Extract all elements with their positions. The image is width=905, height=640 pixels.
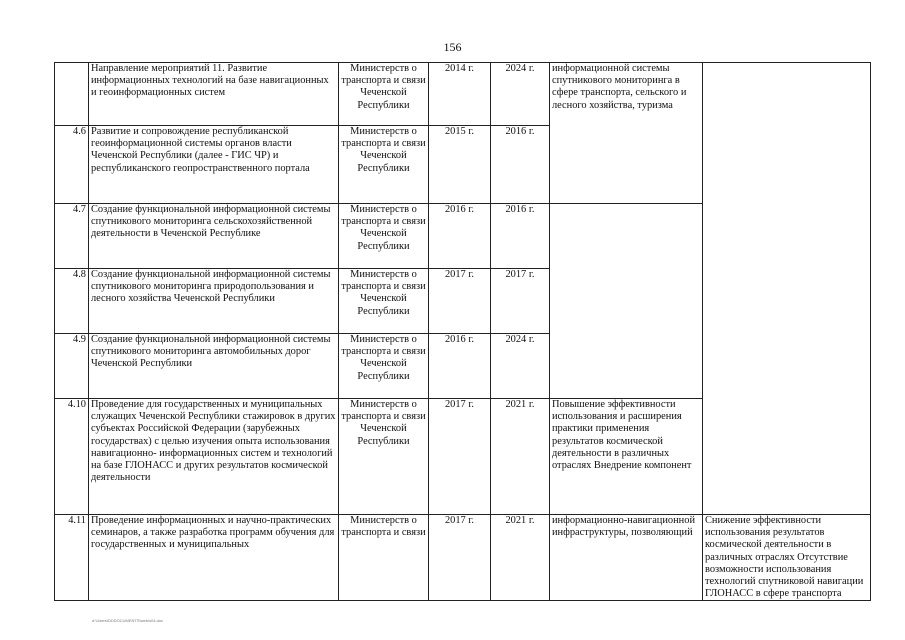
end-year: 2017 г. [491, 269, 550, 334]
row-number: 4.9 [55, 334, 89, 399]
start-year: 2015 г. [429, 126, 491, 204]
row-number [55, 63, 89, 126]
row-number: 4.10 [55, 399, 89, 515]
row-number: 4.8 [55, 269, 89, 334]
footer-file-path: d:\Users\DDDOCUMENTS\web\s04.doc [92, 618, 164, 623]
measure-title: Создание функциональной информационной системы спутникового мониторинга автомобильных дорог Чеченской Республики [89, 334, 339, 399]
risk-cell: Снижение эффективности использования результатов космической деятельности в различных отраслях Отсутствие возможности использования технологий спутниковой навигации ГЛОНАСС в сфере транспорта [703, 515, 871, 601]
start-year: 2017 г. [429, 269, 491, 334]
page-number: 156 [443, 40, 462, 54]
end-year: 2024 г. [491, 334, 550, 399]
end-year: 2016 г. [491, 204, 550, 269]
end-year: 2024 г. [491, 63, 550, 126]
responsible-executor: Министерств о транспорта и связи Чеченской Республики [339, 63, 429, 126]
expected-result: Повышение эффективности использования и расширения практики применения результатов космической деятельности в различных отраслях Внедрение компонент [550, 399, 703, 515]
responsible-executor: Министерств о транспорта и связи Чеченской Республики [339, 399, 429, 515]
responsible-executor: Министерств о транспорта и связи Чеченской Республики [339, 334, 429, 399]
table-row [55, 63, 871, 126]
measure-title: Направление мероприятий 11. Развитие информационных технологий на базе навигационных и геоинформационных систем [89, 63, 339, 126]
end-year: 2016 г. [491, 126, 550, 204]
row-number: 4.7 [55, 204, 89, 269]
responsible-executor: Министерств о транспорта и связи Чеченской Республики [339, 204, 429, 269]
expected-result [550, 204, 703, 399]
measure-title: Проведение информационных и научно-практических семинаров, а также разработка программ обучения для государственных и муниципальных [89, 515, 339, 601]
measures-table [54, 62, 871, 601]
end-year: 2021 г. [491, 399, 550, 515]
risk-cell [703, 63, 871, 515]
table-row [55, 515, 871, 601]
start-year: 2017 г. [429, 515, 491, 601]
start-year: 2017 г. [429, 399, 491, 515]
responsible-executor: Министерств о транспорта и связи Чеченской Республики [339, 126, 429, 204]
end-year: 2021 г. [491, 515, 550, 601]
expected-result: информационно-навигационной инфраструктуры, позволяющий [550, 515, 703, 601]
expected-result: информационной системы спутникового мониторинга в сфере транспорта, сельского и лесного хозяйства, туризма [550, 63, 703, 204]
responsible-executor: Министерств о транспорта и связи [339, 515, 429, 601]
row-number: 4.11 [55, 515, 89, 601]
measure-title: Создание функциональной информационной системы спутникового мониторинга сельскохозяйственной деятельности в Чеченской Республике [89, 204, 339, 269]
measure-title: Развитие и сопровождение республиканской геоинформационной системы органов власти Чеченской Республики (далее - ГИС ЧР) и республиканского геопространственного портала [89, 126, 339, 204]
start-year: 2016 г. [429, 204, 491, 269]
responsible-executor: Министерств о транспорта и связи Чеченской Республики [339, 269, 429, 334]
measure-title: Создание функциональной информационной системы спутникового мониторинга природопользования и лесного хозяйства Чеченской Республики [89, 269, 339, 334]
start-year: 2014 г. [429, 63, 491, 126]
start-year: 2016 г. [429, 334, 491, 399]
measure-title: Проведение для государственных и муниципальных служащих Чеченской Республики стажировок в других субъектах Российской Федерации (зарубежных государствах) с целью изучения опыта использования навигационно- информационных систем и технологий на базе ГЛОНАСС и других результатов космической деятельности [89, 399, 339, 515]
row-number: 4.6 [55, 126, 89, 204]
